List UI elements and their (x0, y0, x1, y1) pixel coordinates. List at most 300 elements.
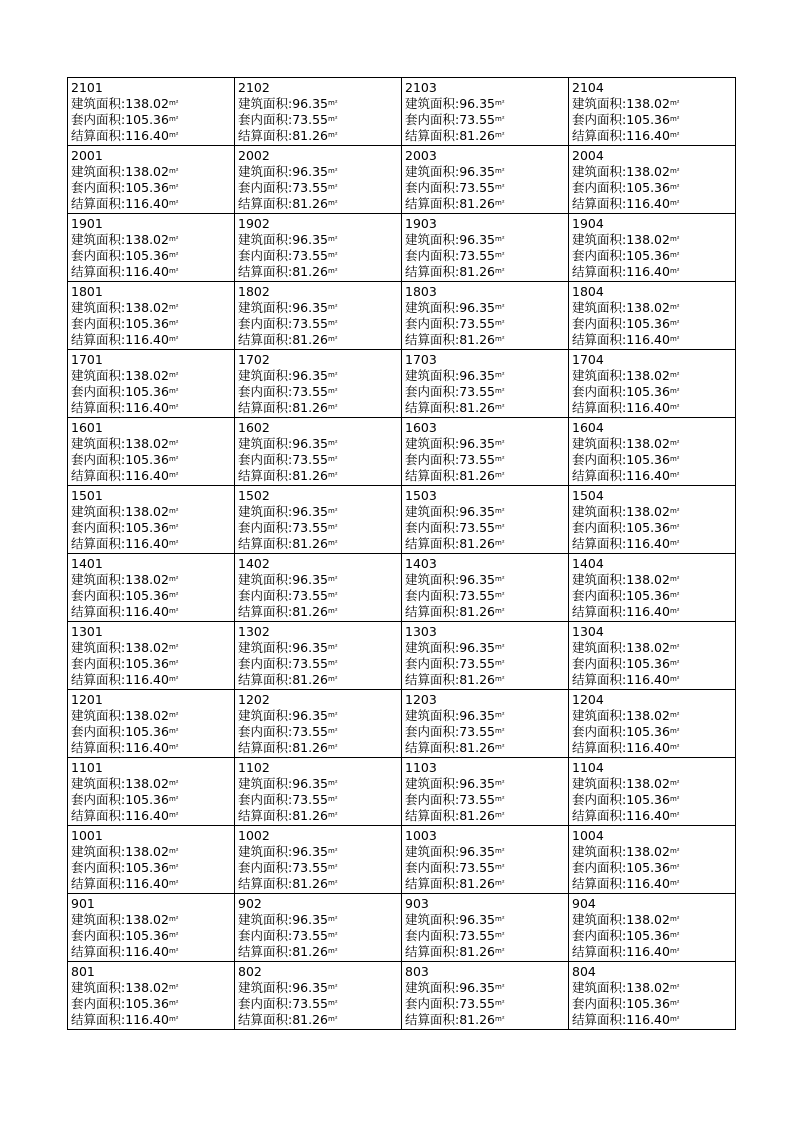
settlement-area-line (71, 604, 231, 620)
room-number: 1102 (238, 760, 270, 775)
inner-area-label: 套内面积: (71, 860, 126, 875)
building-area-line (572, 980, 732, 996)
room-number: 1701 (71, 352, 103, 367)
area-unit: m² (495, 303, 505, 311)
room-cell-content (235, 554, 401, 620)
inner-area-value: 105.36 (125, 860, 169, 875)
room-number: 1402 (238, 556, 270, 571)
building-area-label: 建筑面积: (405, 980, 460, 995)
inner-area-line (405, 792, 565, 808)
inner-area-value: 105.36 (125, 724, 169, 739)
settlement-area-label: 结算面积: (238, 332, 293, 347)
room-number: 1403 (405, 556, 437, 571)
room-number: 1703 (405, 352, 437, 367)
inner-area-line (405, 656, 565, 672)
inner-area-value: 73.55 (459, 860, 496, 875)
building-area-label: 建筑面积: (572, 708, 627, 723)
inner-area-line (405, 248, 565, 264)
area-unit: m² (495, 507, 505, 515)
inner-area-label: 套内面积: (238, 384, 293, 399)
settlement-area-value: 81.26 (292, 128, 329, 143)
room-cell-content (235, 350, 401, 416)
settlement-area-line (405, 604, 565, 620)
area-unit: m² (669, 199, 680, 207)
inner-area-label: 套内面积: (405, 860, 460, 875)
settlement-area-value: 116.40 (125, 128, 169, 143)
table-row (68, 894, 736, 962)
building-area-label: 建筑面积: (572, 164, 627, 179)
area-unit: m² (495, 915, 505, 923)
area-unit: m² (495, 387, 505, 395)
room-cell (235, 962, 402, 1030)
inner-area-value: 73.55 (459, 452, 496, 467)
settlement-area-label: 结算面积: (71, 264, 126, 279)
settlement-area-line (71, 1012, 231, 1028)
inner-area-line (71, 792, 231, 808)
settlement-area-line (238, 876, 398, 892)
inner-area-value: 105.36 (626, 656, 670, 671)
settlement-area-value: 116.40 (626, 672, 670, 687)
inner-area-line (71, 316, 231, 332)
building-area-line (405, 776, 565, 792)
room-cell-content (569, 486, 735, 552)
room-number: 1903 (405, 216, 437, 231)
area-unit: m² (669, 335, 680, 343)
area-unit: m² (168, 235, 179, 243)
inner-area-line (238, 996, 398, 1012)
area-unit: m² (168, 167, 179, 175)
room-cell (569, 894, 736, 962)
area-unit: m² (495, 251, 505, 259)
inner-area-label: 套内面积: (405, 384, 460, 399)
area-unit: m² (168, 983, 179, 991)
building-area-line (238, 164, 398, 180)
room-cell (402, 622, 569, 690)
settlement-area-label: 结算面积: (238, 604, 293, 619)
settlement-area-label: 结算面积: (405, 876, 460, 891)
area-unit: m² (168, 915, 179, 923)
settlement-area-line (405, 128, 565, 144)
area-unit: m² (495, 1015, 505, 1023)
area-unit: m² (495, 199, 505, 207)
inner-area-line (405, 996, 565, 1012)
area-unit: m² (669, 711, 680, 719)
inner-area-label: 套内面积: (405, 928, 460, 943)
inner-area-label: 套内面积: (71, 520, 126, 535)
building-area-label: 建筑面积: (238, 640, 293, 655)
area-unit: m² (495, 575, 505, 583)
building-area-value: 138.02 (626, 776, 670, 791)
settlement-area-line (238, 332, 398, 348)
building-area-line (572, 96, 732, 112)
inner-area-label: 套内面积: (405, 588, 460, 603)
settlement-area-value: 81.26 (292, 672, 329, 687)
settlement-area-label: 结算面积: (405, 604, 460, 619)
building-area-line (405, 708, 565, 724)
settlement-area-line (572, 740, 732, 756)
room-cell-content (402, 894, 568, 960)
building-area-label: 建筑面积: (71, 708, 126, 723)
settlement-area-label: 结算面积: (238, 672, 293, 687)
inner-area-value: 105.36 (626, 928, 670, 943)
inner-area-value: 73.55 (292, 248, 329, 263)
settlement-area-label: 结算面积: (572, 468, 627, 483)
area-unit: m² (669, 183, 680, 191)
building-area-label: 建筑面积: (71, 164, 126, 179)
room-cell-content (235, 826, 401, 892)
inner-area-value: 105.36 (125, 792, 169, 807)
inner-area-value: 105.36 (626, 452, 670, 467)
building-area-value: 138.02 (626, 232, 670, 247)
area-unit: m² (328, 727, 338, 735)
settlement-area-line (405, 808, 565, 824)
room-cell (235, 350, 402, 418)
settlement-area-line (572, 944, 732, 960)
building-area-value: 138.02 (125, 504, 169, 519)
inner-area-line (71, 860, 231, 876)
room-cell-content (402, 622, 568, 688)
building-area-label: 建筑面积: (572, 300, 627, 315)
area-unit: m² (669, 523, 680, 531)
room-cell (569, 690, 736, 758)
table-row (68, 826, 736, 894)
room-number: 1203 (405, 692, 437, 707)
inner-area-line (71, 180, 231, 196)
room-cell-content (569, 78, 735, 144)
area-unit: m² (328, 539, 338, 547)
building-area-value: 96.35 (459, 912, 496, 927)
area-unit: m² (328, 795, 338, 803)
settlement-area-label: 结算面积: (405, 400, 460, 415)
settlement-area-value: 81.26 (292, 944, 329, 959)
building-area-label: 建筑面积: (238, 504, 293, 519)
inner-area-value: 105.36 (626, 316, 670, 331)
building-area-label: 建筑面积: (238, 708, 293, 723)
inner-area-label: 套内面积: (238, 928, 293, 943)
area-unit: m² (495, 999, 505, 1007)
area-unit: m² (495, 931, 505, 939)
inner-area-value: 105.36 (125, 112, 169, 127)
area-unit: m² (495, 319, 505, 327)
building-area-line (238, 368, 398, 384)
building-area-label: 建筑面积: (238, 572, 293, 587)
settlement-area-label: 结算面积: (405, 468, 460, 483)
settlement-area-label: 结算面积: (405, 808, 460, 823)
inner-area-line (572, 792, 732, 808)
area-unit: m² (168, 199, 179, 207)
area-unit: m² (495, 403, 505, 411)
area-unit: m² (495, 607, 505, 615)
settlement-area-label: 结算面积: (572, 672, 627, 687)
building-area-value: 138.02 (626, 368, 670, 383)
settlement-area-label: 结算面积: (238, 400, 293, 415)
area-unit: m² (669, 575, 680, 583)
area-unit: m² (669, 591, 680, 599)
inner-area-value: 73.55 (292, 112, 329, 127)
room-cell (235, 894, 402, 962)
building-area-value: 138.02 (125, 164, 169, 179)
building-area-line (71, 776, 231, 792)
inner-area-value: 73.55 (459, 996, 496, 1011)
settlement-area-value: 81.26 (292, 400, 329, 415)
table-row (68, 214, 736, 282)
inner-area-value: 73.55 (292, 180, 329, 195)
room-number: 1803 (405, 284, 437, 299)
area-unit: m² (328, 915, 338, 923)
area-unit: m² (328, 811, 338, 819)
building-area-label: 建筑面积: (405, 436, 460, 451)
settlement-area-value: 81.26 (292, 536, 329, 551)
area-unit: m² (669, 387, 680, 395)
inner-area-value: 73.55 (459, 316, 496, 331)
inner-area-line (71, 928, 231, 944)
room-cell (235, 486, 402, 554)
building-area-value: 96.35 (292, 980, 329, 995)
building-area-value: 96.35 (459, 708, 496, 723)
table-row (68, 146, 736, 214)
room-number: 1204 (572, 692, 604, 707)
room-cell-content (235, 894, 401, 960)
area-unit: m² (669, 471, 680, 479)
area-unit: m² (168, 643, 179, 651)
settlement-area-line (572, 1012, 732, 1028)
area-unit: m² (328, 999, 338, 1007)
room-number: 1101 (71, 760, 103, 775)
area-unit: m² (669, 863, 680, 871)
settlement-area-label: 结算面积: (572, 944, 627, 959)
inner-area-label: 套内面积: (71, 384, 126, 399)
settlement-area-line (405, 876, 565, 892)
area-unit: m² (328, 319, 338, 327)
building-area-label: 建筑面积: (405, 844, 460, 859)
room-cell (68, 894, 235, 962)
building-area-line (71, 844, 231, 860)
settlement-area-line (238, 264, 398, 280)
settlement-area-line (238, 740, 398, 756)
inner-area-label: 套内面积: (572, 112, 627, 127)
inner-area-value: 73.55 (292, 656, 329, 671)
area-unit: m² (168, 779, 179, 787)
settlement-area-value: 81.26 (292, 264, 329, 279)
inner-area-label: 套内面积: (572, 452, 627, 467)
area-unit: m² (669, 167, 680, 175)
building-area-value: 96.35 (459, 980, 496, 995)
room-cell (68, 962, 235, 1030)
area-unit: m² (168, 99, 179, 107)
inner-area-label: 套内面积: (238, 996, 293, 1011)
area-unit: m² (669, 779, 680, 787)
room-cell (235, 214, 402, 282)
area-unit: m² (328, 575, 338, 583)
building-area-value: 96.35 (292, 844, 329, 859)
area-unit: m² (168, 575, 179, 583)
inner-area-label: 套内面积: (572, 996, 627, 1011)
inner-area-value: 73.55 (459, 248, 496, 263)
inner-area-label: 套内面积: (405, 452, 460, 467)
settlement-area-value: 81.26 (459, 332, 496, 347)
inner-area-line (405, 112, 565, 128)
area-unit: m² (669, 743, 680, 751)
table-row (68, 350, 736, 418)
settlement-area-value: 116.40 (125, 944, 169, 959)
room-number: 1702 (238, 352, 270, 367)
room-cell (68, 758, 235, 826)
inner-area-line (572, 996, 732, 1012)
room-cell (402, 826, 569, 894)
area-unit: m² (495, 711, 505, 719)
settlement-area-label: 结算面积: (71, 604, 126, 619)
inner-area-line (405, 316, 565, 332)
building-area-line (405, 980, 565, 996)
room-number: 1603 (405, 420, 437, 435)
inner-area-value: 105.36 (626, 996, 670, 1011)
table-row (68, 282, 736, 350)
building-area-line (405, 572, 565, 588)
settlement-area-label: 结算面积: (572, 740, 627, 755)
area-unit: m² (669, 235, 680, 243)
settlement-area-label: 结算面积: (405, 536, 460, 551)
building-area-label: 建筑面积: (238, 436, 293, 451)
building-area-line (71, 912, 231, 928)
building-area-line (405, 436, 565, 452)
room-cell (235, 282, 402, 350)
settlement-area-label: 结算面积: (71, 468, 126, 483)
inner-area-line (572, 316, 732, 332)
building-area-value: 138.02 (125, 300, 169, 315)
area-unit: m² (328, 507, 338, 515)
settlement-area-line (71, 468, 231, 484)
area-unit: m² (669, 131, 680, 139)
area-unit: m² (495, 131, 505, 139)
settlement-area-label: 结算面积: (572, 536, 627, 551)
settlement-area-line (71, 808, 231, 824)
table-row (68, 78, 736, 146)
room-cell (402, 282, 569, 350)
building-area-line (238, 640, 398, 656)
area-unit: m² (495, 879, 505, 887)
settlement-area-value: 116.40 (626, 536, 670, 551)
room-number: 1303 (405, 624, 437, 639)
room-cell-content (235, 690, 401, 756)
settlement-area-line (238, 944, 398, 960)
building-area-value: 138.02 (626, 504, 670, 519)
inner-area-value: 73.55 (459, 180, 496, 195)
room-cell-content (402, 146, 568, 212)
inner-area-label: 套内面积: (572, 792, 627, 807)
room-cell-content (68, 622, 234, 688)
building-area-value: 96.35 (459, 776, 496, 791)
area-unit: m² (669, 811, 680, 819)
inner-area-label: 套内面积: (71, 316, 126, 331)
room-cell-content (68, 690, 234, 756)
settlement-area-line (71, 876, 231, 892)
settlement-area-label: 结算面积: (71, 944, 126, 959)
inner-area-label: 套内面积: (238, 792, 293, 807)
building-area-value: 138.02 (125, 436, 169, 451)
inner-area-line (238, 724, 398, 740)
settlement-area-line (405, 944, 565, 960)
room-cell (235, 758, 402, 826)
inner-area-value: 105.36 (626, 792, 670, 807)
building-area-line (238, 436, 398, 452)
room-cell-content (68, 282, 234, 348)
building-area-value: 96.35 (459, 640, 496, 655)
area-unit: m² (168, 115, 179, 123)
area-unit: m² (328, 743, 338, 751)
room-cell (402, 962, 569, 1030)
room-cell (68, 78, 235, 146)
inner-area-label: 套内面积: (71, 928, 126, 943)
building-area-label: 建筑面积: (572, 640, 627, 655)
room-cell-content (68, 826, 234, 892)
building-area-line (405, 232, 565, 248)
building-area-line (71, 980, 231, 996)
area-unit: m² (669, 727, 680, 735)
settlement-area-line (572, 876, 732, 892)
settlement-area-line (572, 672, 732, 688)
room-cell-content (68, 894, 234, 960)
building-area-label: 建筑面积: (71, 232, 126, 247)
area-unit: m² (495, 847, 505, 855)
area-unit: m² (328, 251, 338, 259)
area-unit: m² (168, 711, 179, 719)
inner-area-value: 73.55 (459, 112, 496, 127)
area-unit: m² (328, 675, 338, 683)
settlement-area-value: 81.26 (459, 1012, 496, 1027)
building-area-value: 96.35 (459, 300, 496, 315)
settlement-area-value: 81.26 (292, 196, 329, 211)
building-area-line (405, 96, 565, 112)
room-cell-content (68, 418, 234, 484)
area-unit: m² (168, 675, 179, 683)
inner-area-line (71, 520, 231, 536)
inner-area-value: 73.55 (459, 792, 496, 807)
inner-area-value: 105.36 (626, 588, 670, 603)
inner-area-line (238, 656, 398, 672)
building-area-line (71, 164, 231, 180)
room-number: 1302 (238, 624, 270, 639)
inner-area-label: 套内面积: (71, 724, 126, 739)
settlement-area-label: 结算面积: (572, 604, 627, 619)
building-area-label: 建筑面积: (405, 96, 460, 111)
settlement-area-label: 结算面积: (572, 196, 627, 211)
inner-area-label: 套内面积: (238, 180, 293, 195)
area-unit: m² (495, 439, 505, 447)
building-area-line (572, 368, 732, 384)
settlement-area-value: 81.26 (459, 604, 496, 619)
room-cell (569, 622, 736, 690)
building-area-line (238, 96, 398, 112)
settlement-area-value: 81.26 (459, 536, 496, 551)
building-area-label: 建筑面积: (71, 436, 126, 451)
inner-area-value: 105.36 (125, 248, 169, 263)
settlement-area-label: 结算面积: (572, 808, 627, 823)
area-unit: m² (168, 999, 179, 1007)
inner-area-value: 105.36 (626, 180, 670, 195)
area-unit: m² (495, 983, 505, 991)
room-cell (569, 554, 736, 622)
room-number: 903 (405, 896, 429, 911)
area-unit: m² (168, 539, 179, 547)
area-unit: m² (328, 199, 338, 207)
inner-area-value: 105.36 (125, 928, 169, 943)
area-unit: m² (328, 387, 338, 395)
room-cell-content (569, 350, 735, 416)
building-area-label: 建筑面积: (238, 980, 293, 995)
area-unit: m² (328, 659, 338, 667)
settlement-area-line (572, 468, 732, 484)
area-unit: m² (328, 879, 338, 887)
